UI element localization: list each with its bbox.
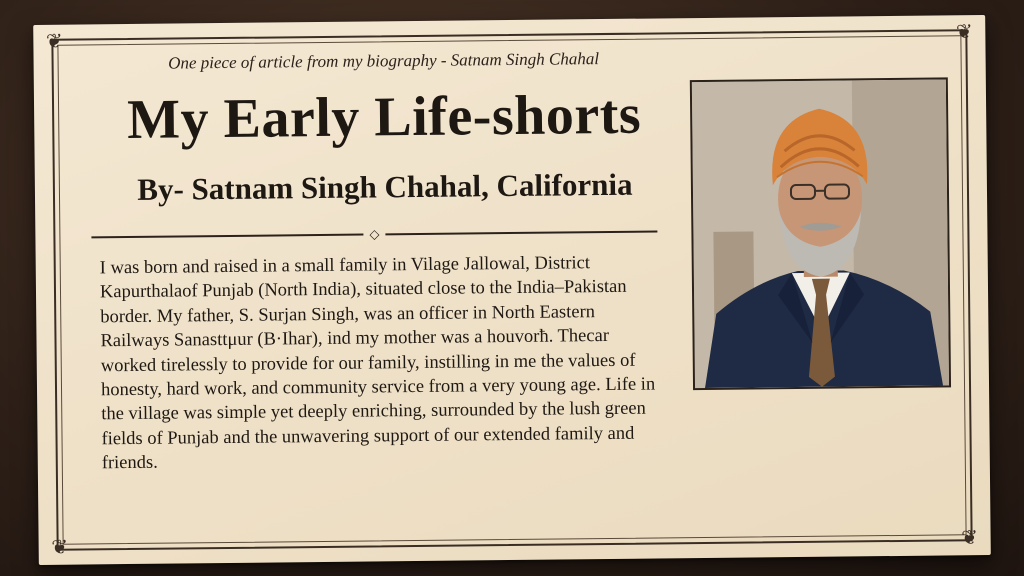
article-title: My Early Life-shorts [126, 83, 642, 152]
corner-ornament-icon: ❦ [51, 536, 69, 559]
portrait-photo-icon [692, 79, 949, 388]
divider-line-right [385, 230, 657, 234]
divider-line-left [91, 234, 363, 238]
author-portrait [690, 77, 951, 390]
diamond-ornament-icon: ◇ [369, 226, 380, 242]
article-body: I was born and raised in a small family in Vilage Jallowal, District Kapurthalaof Punjab (North India), situated close to the India–Pakistan border. My father, S. Surjan Singh, was an officer in North Eastern Railways Sanasttμur (B·Ihar), ind my mother was a houvorħ. Thecar worked tirelessly to provide for our family, instilling in me the values of honesty, hard work, and community service from a very young age. Life in the village was simple yet deeply enriching, surrounded by the lush green fields of Punjab and the unwavering support of our extended family and friends. [99, 253, 656, 474]
corner-ornament-icon: ❦ [955, 21, 973, 44]
tagline: One piece of article from my biography - Satnam Singh Chahal [168, 49, 600, 73]
corner-ornament-icon: ❦ [961, 527, 979, 550]
corner-ornament-icon: ❦ [45, 30, 63, 53]
article-card [33, 15, 991, 565]
byline: By- Satnam Singh Chahal, California [137, 166, 633, 207]
